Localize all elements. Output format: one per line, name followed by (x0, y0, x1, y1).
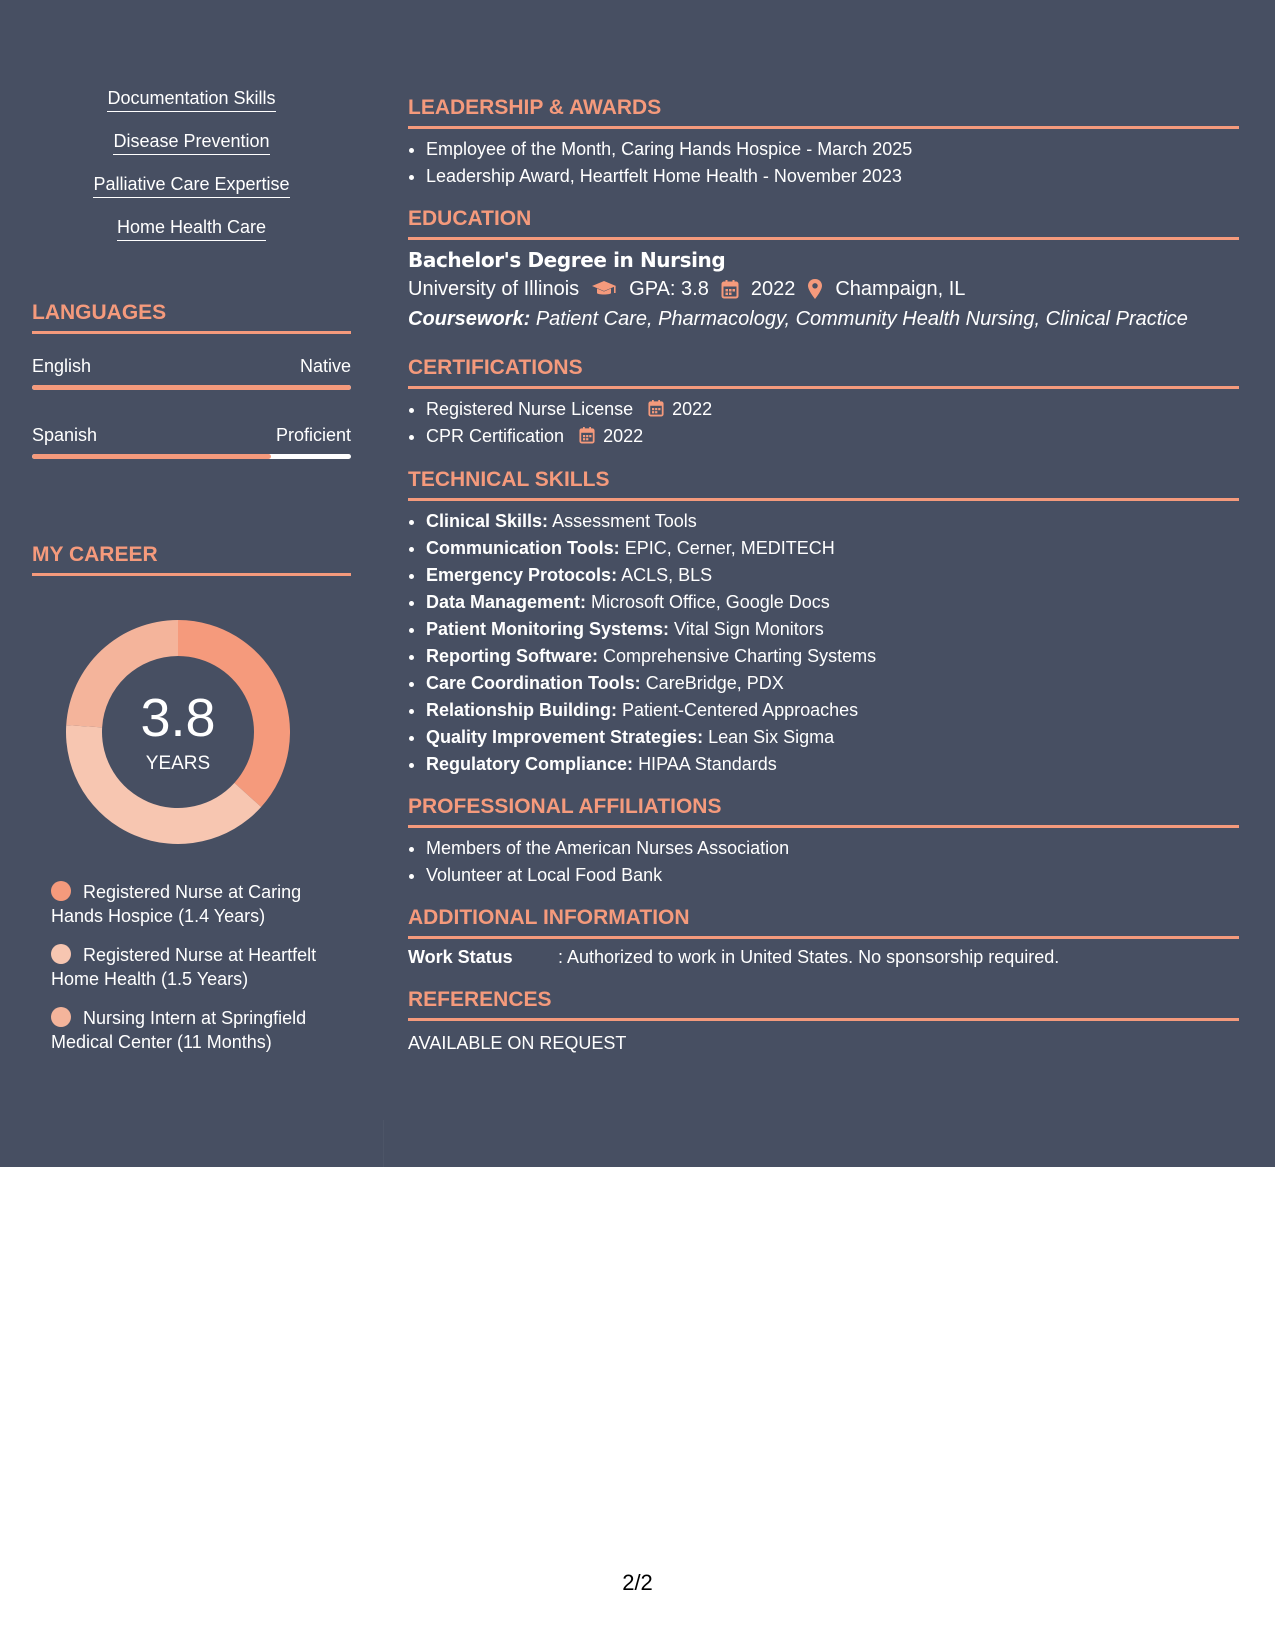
skill-label: Communication Tools: (426, 538, 620, 558)
references-title: REFERENCES (408, 987, 1239, 1021)
technical-skills-list (408, 508, 1239, 778)
skill-value: EPIC, Cerner, MEDITECH (624, 538, 835, 558)
skill-links (32, 88, 351, 260)
career-section (32, 542, 351, 576)
language-name: Spanish (32, 425, 98, 445)
list-item (426, 535, 1239, 562)
legend-dot-icon (51, 944, 71, 964)
skill-value: Patient-Centered Approaches (622, 700, 859, 720)
skill-label: Regulatory Compliance: (426, 754, 634, 774)
career-total-unit: YEARS (145, 753, 211, 774)
skill-label: Clinical Skills: (426, 511, 549, 531)
skill-link-disease-prevention[interactable]: Disease Prevention (113, 131, 269, 155)
list-item (426, 724, 1239, 751)
skill-link-documentation[interactable]: Documentation Skills (107, 88, 275, 112)
graduation-cap-icon (591, 280, 617, 298)
career-donut-chart (66, 620, 290, 844)
work-status-value: : Authorized to work in United States. No sponsorship required. (558, 947, 1060, 967)
skill-label: Patient Monitoring Systems: (426, 619, 670, 639)
references-text: AVAILABLE ON REQUEST (408, 1033, 627, 1053)
skill-link-home-health[interactable]: Home Health Care (117, 217, 266, 241)
list-item (426, 562, 1239, 589)
certification-year: 2022 (672, 399, 713, 419)
list-item: • Leadership Award, Heartfelt Home Health - November 2023 (426, 163, 1239, 190)
affiliations-title: PROFESSIONAL AFFILIATIONS (408, 794, 1239, 828)
skill-link-palliative-care[interactable]: Palliative Care Expertise (93, 174, 289, 198)
technical-skills-section (408, 467, 1239, 778)
coursework-label: Coursework: (408, 308, 531, 330)
language-level: Proficient (275, 425, 351, 445)
skill-value: Vital Sign Monitors (674, 619, 824, 639)
certification-name: Registered Nurse License (426, 399, 634, 419)
career-item-label: Registered Nurse at Caring Hands Hospice (1.4 Years) (51, 882, 302, 926)
coursework-text: Patient Care, Pharmacology, Community Health Nursing, Clinical Practice (535, 308, 1188, 330)
skill-value: Lean Six Sigma (708, 727, 835, 747)
coursework (408, 304, 1239, 334)
list-item (426, 589, 1239, 616)
list-item (426, 697, 1239, 724)
language-level: Native (299, 356, 351, 376)
education-section (408, 206, 1239, 334)
career-item-label: Nursing Intern at Springfield Medical Center (11 Months) (51, 1008, 307, 1052)
degree-title: Bachelor's Degree in Nursing (408, 248, 726, 272)
skill-value: Comprehensive Charting Systems (603, 646, 877, 666)
skill-label: Data Management: (426, 592, 587, 612)
language-bar (32, 385, 351, 390)
list-item (426, 670, 1239, 697)
language-english (32, 355, 351, 390)
skill-label: Quality Improvement Strategies: (426, 727, 704, 747)
language-bar-fill (32, 385, 351, 390)
skill-value: CareBridge, PDX (645, 673, 784, 693)
column-divider (383, 1120, 384, 1167)
certifications-list (408, 396, 1239, 450)
affiliations-list (408, 835, 1239, 889)
language-bar (32, 454, 351, 459)
education-title: EDUCATION (408, 206, 1239, 240)
work-status-label: Work Status (408, 947, 513, 967)
list-item (426, 423, 1239, 450)
calendar-icon (721, 279, 739, 299)
school-name: University of Illinois (408, 278, 580, 300)
career-item-label: Registered Nurse at Heartfelt Home Health (1.5 Years) (51, 945, 317, 989)
skill-value: HIPAA Standards (638, 754, 777, 774)
leadership-list (408, 136, 1239, 190)
certification-year: 2022 (603, 426, 644, 446)
list-item: • Employee of the Month, Caring Hands Hospice - March 2025 (426, 136, 1239, 163)
affiliations-section (408, 794, 1239, 889)
skill-label: Reporting Software: (426, 646, 599, 666)
skill-label: Care Coordination Tools: (426, 673, 641, 693)
list-item (426, 643, 1239, 670)
skill-label: Relationship Building: (426, 700, 617, 720)
skill-label: Emergency Protocols: (426, 565, 618, 585)
list-item (426, 751, 1239, 778)
language-bar-fill (32, 454, 271, 459)
language-name: English (32, 356, 92, 376)
certifications-section (408, 355, 1239, 450)
leadership-section (408, 95, 1239, 190)
additional-info-section (408, 905, 1239, 969)
certification-name: CPR Certification (426, 426, 565, 446)
career-total-value: 3.8 (140, 688, 216, 748)
calendar-icon (579, 426, 595, 444)
technical-skills-title: TECHNICAL SKILLS (408, 467, 1239, 501)
work-status (408, 945, 1239, 969)
career-item (51, 1006, 341, 1054)
skill-value: Assessment Tools (552, 511, 697, 531)
graduation-year: 2022 (750, 278, 796, 300)
languages-title: LANGUAGES (32, 300, 351, 334)
leadership-title: LEADERSHIP & AWARDS (408, 95, 1239, 129)
career-item (51, 943, 341, 991)
references-section (408, 987, 1239, 1055)
list-item (426, 508, 1239, 535)
language-spanish (32, 424, 351, 459)
additional-info-title: ADDITIONAL INFORMATION (408, 905, 1239, 939)
languages-section (32, 300, 351, 459)
certifications-title: CERTIFICATIONS (408, 355, 1239, 389)
skill-value: ACLS, BLS (621, 565, 713, 585)
calendar-icon (648, 399, 664, 417)
gpa: GPA: 3.8 (629, 278, 709, 300)
list-item (426, 616, 1239, 643)
career-legend (51, 880, 341, 1069)
location-pin-icon (807, 278, 823, 300)
list-item (426, 396, 1239, 423)
career-title: MY CAREER (32, 542, 351, 576)
legend-dot-icon (51, 1007, 71, 1027)
legend-dot-icon (51, 881, 71, 901)
skill-value: Microsoft Office, Google Docs (591, 592, 830, 612)
school-location: Champaign, IL (835, 278, 966, 300)
list-item: • Members of the American Nurses Association (426, 835, 1239, 862)
page-number: 2/2 (622, 1570, 653, 1595)
education-details (408, 274, 1239, 304)
list-item: • Volunteer at Local Food Bank (426, 862, 1239, 889)
career-item (51, 880, 341, 928)
